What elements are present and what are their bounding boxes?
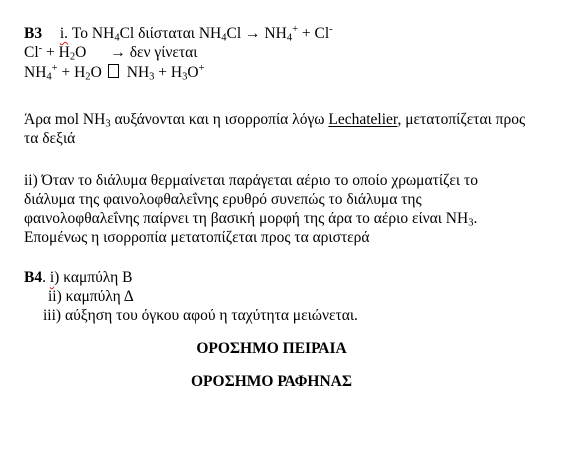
subscript: 3 (468, 217, 474, 229)
b3-paragraph-1-line-2: τα δεξιά (24, 130, 76, 147)
para2-line3-text: φαινολοφθαλεΐνης παίρνει τη βασική μορφή της άρα το αέριο είναι NH (24, 210, 469, 227)
reaction-arrow-icon: → (245, 25, 261, 42)
subscript: 4 (46, 71, 52, 83)
b3-line3-text-6: O (187, 64, 199, 81)
b3-line2-text-2: + H (42, 44, 70, 61)
heading-oroshmo-rafhnas: ΟΡΟΣΗΜΟ ΡΑΦΗΝΑΣ (190, 373, 352, 390)
subscript: 2 (85, 71, 91, 83)
superscript: - (38, 43, 43, 55)
b3-line-3 (24, 63, 205, 82)
para1-text-3: , μετατοπίζεται προς (397, 111, 526, 128)
b3-line1-text-3: Cl (226, 25, 246, 42)
b3-paragraph-2-line-3 (24, 209, 477, 228)
para1-text-2: αυξάνονται και η ισορροπία λόγω (110, 111, 329, 128)
b3-line2-text-3: O (75, 44, 87, 61)
b3-line1-text-2: Cl διίσταται NH (119, 25, 222, 42)
b3-line2-text: Cl (24, 44, 39, 61)
b3-line3-text-2: + H (57, 64, 86, 81)
b3-line1-text-5: + Cl (298, 25, 330, 42)
subscript: 3 (105, 118, 111, 130)
subscript: 4 (221, 32, 227, 44)
b4-dot: . (42, 269, 46, 286)
b3-label: B3 (24, 25, 43, 42)
b3-line1-text: Το NH (71, 25, 115, 42)
para2-line3-text-2: . (473, 210, 478, 227)
b3-paragraph-1-line-1 (24, 110, 525, 129)
b3-line1-text-4: NH (260, 25, 287, 42)
subscript: 2 (69, 51, 76, 63)
superscript: + (292, 24, 299, 36)
b4-line-ii: ii) καμπύλη Δ (48, 288, 134, 305)
b3-line3-text-3: O (90, 64, 102, 81)
superscript: - (329, 24, 333, 36)
para1-text: Άρα mol NH (24, 111, 106, 128)
subscript: 3 (182, 71, 188, 83)
b4-i-marker: i (49, 269, 55, 286)
b3-paragraph-2-line-1: ii) Όταν το διάλυμα θερμαίνεται παράγεται αέριο το οποίο χρωματίζει το (24, 172, 478, 189)
superscript: + (198, 63, 205, 75)
heading-oroshmo-peiraia: ΟΡΟΣΗΜΟ ΠΕΙΡΑΙΑ (196, 340, 347, 357)
b3-paragraph-2-line-2: διάλυμα της φαινολοφθαλεΐνης ερυθρό συνεπώς το διάλυμα της (24, 191, 422, 208)
b3-line3-text-4: NH (126, 64, 150, 81)
b4-line-iii: iii) αύξηση του όγκου αφού η ταχύτητα μειώνεται. (43, 307, 358, 324)
b4-label: B4 (24, 269, 43, 286)
lechatelier-word: Lechatelier (328, 111, 398, 128)
b3-line-1 (24, 24, 333, 43)
reaction-arrow-icon: → (110, 44, 126, 61)
b3-line-2 (24, 43, 197, 62)
superscript: + (51, 63, 58, 75)
b4-i-text: ) καμπύλη Β (54, 269, 133, 286)
b3-line3-text: NH (24, 64, 47, 81)
subscript: 4 (114, 32, 120, 44)
subscript: 4 (286, 32, 293, 44)
b3-line3-text-5: + H (154, 64, 183, 81)
b3-item-i-marker: i. (59, 25, 69, 42)
subscript: 3 (149, 71, 155, 83)
b3-line2-text-4: δεν γίνεται (125, 44, 198, 61)
missing-glyph-box-icon (108, 64, 119, 78)
b3-paragraph-2-line-4: Επομένως η ισορροπία μετατοπίζεται προς τα αριστερά (24, 229, 370, 246)
b4-line-i (24, 268, 133, 287)
